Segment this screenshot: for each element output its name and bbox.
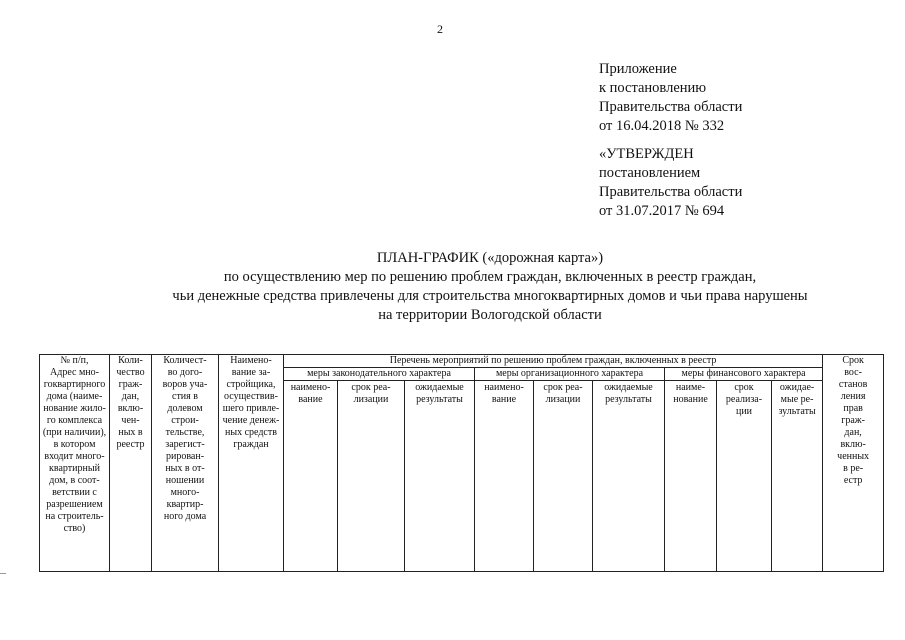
attachment-block (599, 60, 742, 136)
cell-text (154, 355, 216, 523)
cell-line: естр (843, 475, 863, 486)
cell-text (112, 355, 149, 451)
cell-line: чество (116, 367, 145, 378)
cell-line: го комплекса (46, 415, 103, 426)
cell-line: стия в (172, 391, 198, 402)
cell-line: вклю- (117, 403, 144, 414)
cell-line: ных в от- (165, 463, 205, 474)
margin-mark (0, 573, 6, 574)
cell-line: квартир- (166, 499, 204, 510)
header-address (40, 355, 110, 572)
title-line: на территории Вологодской области (378, 307, 602, 323)
cell-text (774, 382, 820, 418)
cell-line: ного дома (163, 511, 207, 522)
cell-line: дома (наиме- (46, 391, 103, 402)
cell-line: граждан (233, 439, 269, 450)
cell-line: вос- (844, 367, 862, 378)
approval-line: Правительства области (599, 184, 743, 200)
cell-line: много- (170, 487, 200, 498)
cell-line: результаты (605, 394, 652, 405)
cell-line: наиме- (675, 382, 706, 393)
cell-line: наимено- (484, 382, 524, 393)
sub-term-financial (717, 381, 772, 572)
approval-line: постановлением (599, 165, 701, 181)
cell-line: станов (838, 379, 868, 390)
cell-text (595, 382, 662, 406)
cell-line: стройщика, (226, 379, 276, 390)
cell-line: ления (840, 391, 866, 402)
cell-line: в ре- (843, 463, 864, 474)
cell-line: граж- (841, 415, 866, 426)
cell-line: прав (843, 403, 863, 414)
cell-line: входит много- (44, 451, 105, 462)
sub-name-legislative (284, 381, 338, 572)
title-line: по осуществлению мер по решению проблем граждан, включенных в реестр граждан, (223, 269, 757, 285)
cell-text (536, 382, 590, 406)
cell-line: реализа- (725, 394, 763, 405)
cell-text (719, 382, 769, 418)
table-header-row (40, 355, 884, 368)
cell-line: дан, (121, 391, 140, 402)
roadmap-table (39, 354, 884, 572)
cell-line: вание за- (231, 367, 271, 378)
group-organizational: меры организационного характера (475, 368, 665, 381)
title-line: чьи денежные средства привлечены для строительства многоквартирных домов и чьи права нарушены (172, 288, 808, 304)
cell-line: долевом (167, 403, 203, 414)
cell-line: ожидае- (779, 382, 815, 393)
cell-line: дан, (844, 427, 862, 438)
cell-text (825, 355, 881, 487)
document-title (100, 249, 880, 325)
sub-result-legislative (405, 381, 475, 572)
cell-line: Адрес мно- (50, 367, 99, 378)
sub-result-organizational (593, 381, 665, 572)
cell-line: (при наличии), (42, 427, 107, 438)
cell-line: ных средств (225, 427, 277, 438)
cell-line: срок реа- (351, 382, 391, 393)
group-financial: меры финансового характера (665, 368, 823, 381)
header-restore-term (823, 355, 884, 572)
attachment-line: Приложение (599, 61, 677, 77)
cell-line: срок реа- (543, 382, 583, 393)
attachment-line: Правительства области (599, 99, 743, 115)
cell-line: Наимено- (230, 355, 272, 366)
cell-line: результаты (416, 394, 463, 405)
cell-line: Срок (842, 355, 864, 366)
cell-line: ветствии с (52, 487, 97, 498)
cell-line: вклю- (840, 439, 866, 450)
cell-line: Коли- (118, 355, 143, 366)
cell-line: на строитель- (45, 511, 104, 522)
approval-line: «УТВЕРЖДЕН (599, 146, 694, 162)
cell-line: зультаты (778, 406, 816, 417)
cell-line: ожидаемые (415, 382, 464, 393)
header-contracts-count (152, 355, 219, 572)
cell-line: тельстве, (165, 427, 205, 438)
cell-line: строи- (171, 415, 199, 426)
cell-line: ченных (837, 451, 870, 462)
group-legislative: меры законодательного характера (284, 368, 475, 381)
cell-line: лизации (353, 394, 389, 405)
header-developer (219, 355, 284, 572)
cell-line: мые ре- (780, 394, 814, 405)
cell-line: ных в (118, 427, 143, 438)
cell-line: дом, в соот- (49, 475, 100, 486)
cell-line: срок (734, 382, 754, 393)
cell-line: вание (298, 394, 323, 405)
header-citizens-count (110, 355, 152, 572)
cell-line: ство) (63, 523, 86, 534)
sub-term-organizational (534, 381, 593, 572)
cell-text (221, 355, 281, 451)
cell-line: лизации (545, 394, 581, 405)
cell-text (42, 355, 107, 535)
cell-line: ношении (165, 475, 205, 486)
cell-text (477, 382, 531, 406)
cell-text (340, 382, 402, 406)
cell-line: осуществив- (224, 391, 278, 402)
cell-line: реестр (116, 439, 145, 450)
cell-text (286, 382, 335, 406)
cell-line: нование жило- (43, 403, 106, 414)
cell-line: квартирный (49, 463, 100, 474)
header-measures: Перечень мероприятий по решению проблем граждан, включенных в реестр (284, 355, 823, 368)
cell-line: ожидаемые (604, 382, 653, 393)
cell-line: зарегист- (165, 439, 205, 450)
cell-line: Количест- (163, 355, 207, 366)
cell-line: рирован- (165, 451, 205, 462)
cell-line: гоквартирного (43, 379, 106, 390)
cell-line: шего привле- (222, 403, 280, 414)
cell-line: разрешением (46, 499, 103, 510)
cell-line: граж- (118, 379, 143, 390)
sub-term-legislative (338, 381, 405, 572)
approval-line: от 31.07.2017 № 694 (599, 203, 725, 219)
sub-result-financial (772, 381, 823, 572)
sub-name-financial (665, 381, 717, 572)
cell-line: чение денеж- (222, 415, 280, 426)
cell-text (667, 382, 714, 406)
cell-line: во дого- (167, 367, 203, 378)
page-number: 2 (437, 22, 443, 36)
cell-line: в котором (53, 439, 96, 450)
cell-line: чен- (121, 415, 140, 426)
attachment-line: к постановлению (599, 80, 707, 96)
cell-line: нование (673, 394, 708, 405)
cell-line: ции (735, 406, 753, 417)
cell-line: наимено- (290, 382, 331, 393)
title-line: ПЛАН-ГРАФИК («дорожная карта») (376, 250, 604, 266)
cell-line: воров уча- (162, 379, 208, 390)
attachment-line: от 16.04.2018 № 332 (599, 118, 725, 134)
cell-line: № п/п, (60, 355, 89, 366)
approval-block (599, 145, 742, 221)
cell-line: вание (491, 394, 517, 405)
cell-text (407, 382, 472, 406)
sub-name-organizational (475, 381, 534, 572)
